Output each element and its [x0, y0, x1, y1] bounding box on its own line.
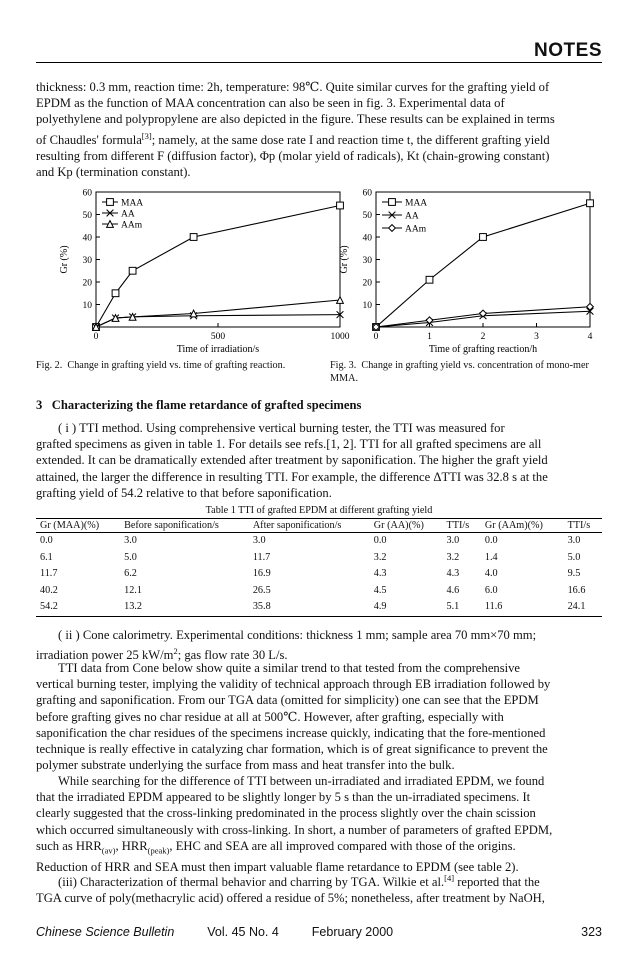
- table-cell: 6.2: [124, 568, 137, 580]
- y-tick-label: 40: [362, 233, 372, 244]
- table-cell: 1.4: [484, 551, 498, 563]
- paragraph-tti-method: [36, 420, 602, 501]
- table-header-cell: Gr (MAA)(%): [36, 519, 120, 533]
- text-line: thickness: 0.3 mm, reaction time: 2h, temperature: 98℃. Quite similar curves for the grafting yield of: [36, 80, 550, 94]
- section-heading: 3 Characterizing the flame retardance of grafted specimens: [36, 398, 362, 412]
- table-cell: 3.2: [373, 551, 387, 563]
- y-tick-label: 50: [362, 211, 372, 221]
- data-point-maa: [426, 276, 433, 283]
- y-tick-label: 30: [362, 256, 372, 266]
- table-cell: 3.0: [446, 535, 460, 546]
- text-line: TGA curve of poly(methacrylic acid) offered a residue of 5%; nonetheless, after treatment by NaOH,: [36, 891, 545, 906]
- table-cell: 16.6: [567, 584, 586, 596]
- y-tick-label: 20: [362, 278, 372, 289]
- table-row: [36, 550, 602, 567]
- paragraph-tga: [36, 870, 602, 907]
- text-line: polymer substrate underlying the surface from mass and heat transfer into the bulk.: [36, 758, 455, 773]
- text-line: clearly suggested that the cross-linking predominated in the process slightly over the chain scission: [36, 806, 536, 821]
- text-line: and Kp (termination constant).: [36, 165, 191, 180]
- x-axis-label: Time of grafting reaction/h: [428, 344, 538, 355]
- text-line: which occurred simultaneously with cross-linking. In short, a number of parameters of grafted EPDM,: [36, 822, 553, 837]
- data-point-maa: [112, 290, 119, 297]
- data-table: [36, 518, 602, 617]
- x-tick-label: 2: [480, 332, 486, 342]
- figure-3-chart: [330, 180, 610, 380]
- table-row: [36, 566, 602, 583]
- page-header: [36, 40, 602, 63]
- text-line: (iii) Characterization of thermal behavior and charring by TGA. Wilkie et al.[4] reported that the: [58, 873, 540, 890]
- text-line: grafting yield of 54.2 relative to that before saponification.: [36, 485, 332, 500]
- data-point-maa: [480, 234, 487, 241]
- y-tick-label: 10: [362, 301, 372, 311]
- table-row: [36, 533, 602, 550]
- text-line: before grafting gives no char residue at all at 500℃. However, after grafting, especially with: [36, 709, 504, 724]
- table-cell: 24.1: [564, 599, 602, 616]
- text-line: of Chaudles' formula[3]; namely, at the same dose rate I and reaction time t, the different grafting yield: [36, 130, 550, 147]
- figure-2-caption: Fig. 2. Change in grafting yield vs. time of grafting reaction.: [36, 360, 286, 371]
- table-cell: 4.9: [370, 599, 443, 616]
- y-tick-label: 30: [82, 256, 92, 266]
- table-cell: 26.5: [252, 584, 271, 596]
- table-cell: 5.1: [443, 599, 481, 616]
- x-tick-label: 4: [587, 332, 593, 342]
- table-header-cell: TTI/s: [443, 519, 481, 533]
- y-tick-label: 20: [82, 278, 92, 289]
- data-point-maa: [129, 267, 136, 274]
- paragraph-tti-data: [36, 660, 602, 773]
- table-cell: 3.0: [567, 535, 581, 546]
- table-cell: 4.3: [446, 568, 460, 580]
- table-cell: 9.5: [567, 568, 581, 580]
- legend-label: AAm: [121, 220, 143, 231]
- paragraph-grafting-yield: [36, 79, 602, 180]
- table-cell: 5.0: [124, 551, 137, 563]
- table-cell: 54.2: [36, 599, 120, 616]
- journal-volume: Vol. 45 No. 4: [207, 925, 279, 939]
- text-line: vertical burning tester, implying the validity of technical approach through EB irradiation followed by: [36, 677, 551, 692]
- x-tick-label: 1000: [330, 332, 350, 342]
- table-row: [36, 599, 602, 616]
- table-header-cell: Gr (AAm)(%): [481, 519, 564, 533]
- y-axis-label: Gr (%): [59, 245, 70, 274]
- x-axis-label: Time of irradiation/s: [176, 344, 260, 355]
- x-tick-label: 0: [373, 332, 379, 342]
- x-tick-label: 3: [534, 332, 539, 342]
- figure-3-caption: Fig. 3. Change in grafting yield vs. concentration of mono-mer MMA.: [330, 360, 589, 384]
- y-tick-label: 40: [82, 233, 92, 244]
- table-header-cell: TTI/s: [564, 519, 602, 533]
- table-cell: 4.0: [484, 568, 498, 580]
- text-line: polyethylene and polypropylene are also depicted in the figure. These results can be explained in terms: [36, 112, 555, 127]
- journal-name: Chinese Science Bulletin: [36, 925, 175, 939]
- table-cell: 16.9: [252, 568, 271, 580]
- data-point-maa: [587, 200, 594, 207]
- table-header-cell: Gr (AA)(%): [370, 519, 443, 533]
- legend-marker-maa: [389, 199, 396, 206]
- table-cell: 3.0: [124, 535, 137, 546]
- table-cell: 13.2: [120, 599, 249, 616]
- table-cell: 11.7: [40, 568, 58, 580]
- y-tick-label: 60: [362, 188, 372, 199]
- table-cell: 11.6: [481, 599, 564, 616]
- paragraph-cone-calorimetry: [36, 627, 602, 664]
- legend-marker-aam: [389, 225, 396, 232]
- table-cell: 3.0: [252, 535, 266, 546]
- legend-label: AA: [405, 211, 419, 222]
- text-line: grafted specimens as given in table 1. For details see refs.[1, 2]. TTI for all grafted specimens are all: [36, 437, 542, 452]
- table-header-cell: Before saponification/s: [120, 519, 249, 533]
- text-line: While searching for the difference of TTI between un-irradiated and irradiated EPDM, we found: [58, 774, 545, 788]
- table-cell: 0.0: [484, 535, 498, 546]
- table-caption: Table 1 TTI of grafted EPDM at different grafting yield: [205, 505, 433, 516]
- figure-2-chart: [36, 180, 350, 380]
- table-cell: 12.1: [124, 584, 142, 596]
- text-line: EPDM as the function of MAA concentration can also be seen in fig. 3. Experimental data of: [36, 96, 505, 111]
- legend-label: AA: [121, 209, 135, 220]
- table-cell: 4.5: [373, 584, 387, 596]
- journal-date: February 2000: [311, 925, 394, 939]
- table-cell: 6.0: [484, 584, 498, 596]
- text-line: resulting from different F (diffusion factor), Φp (molar yield of radicals), Kt (chain-growing constant): [36, 149, 550, 163]
- text-line: TTI data from Cone below show quite a similar trend to that tested from the comprehensive: [58, 661, 520, 675]
- table-cell: 35.8: [249, 599, 370, 616]
- legend-label: MAA: [121, 198, 144, 209]
- text-line: that the irradiated EPDM appeared to be slightly longer by 5 s than the un-irradiated specimens. It: [36, 790, 531, 805]
- text-line: attained, the larger the difference in resulting TTI. For example, the difference ΔTTI was 32.8 s at the: [36, 469, 548, 484]
- data-point-maa: [190, 234, 197, 241]
- table-cell: 3.2: [446, 551, 460, 563]
- y-tick-label: 60: [82, 188, 92, 199]
- table-cell: 40.2: [40, 584, 58, 596]
- table-cell: 4.6: [446, 584, 460, 596]
- text-line: Reduction of HRR and SEA must then impart valuable flame retardance to EPDM (see table 2).: [36, 859, 519, 874]
- page-number: 323: [581, 925, 602, 939]
- table-row: [36, 583, 602, 600]
- legend-marker-maa: [107, 199, 114, 206]
- text-line: extended. It can be dramatically extended after treatment by saponification. The higher the graft yield: [36, 453, 548, 468]
- y-axis-label: Gr (%): [339, 245, 350, 274]
- section-title: NOTES: [534, 40, 602, 61]
- table-header-row: [36, 519, 602, 533]
- text-line: such as $HRR_{(av)}$, $HRR_{(peak)}$, EHC and SEA are all improved compared with those of the origins.: [36, 838, 516, 856]
- x-tick-label: 500: [210, 332, 226, 342]
- y-tick-label: 10: [82, 301, 92, 311]
- legend-label: AAm: [405, 224, 427, 235]
- text-line: technique is really effective in catalyzing char formation, which is of great significance to prevent the: [36, 742, 548, 757]
- table-cell: 0.0: [40, 535, 53, 546]
- legend-label: MAA: [405, 198, 428, 209]
- x-tick-label: 0: [93, 332, 99, 342]
- text-line: saponification the char residues of the specimens increase quickly, indicating that the fore-mentioned: [36, 725, 546, 740]
- page-footer: [36, 925, 602, 939]
- table-cell: 4.3: [373, 568, 387, 580]
- table-cell: 11.7: [252, 551, 271, 563]
- table-cell: 6.1: [40, 551, 53, 563]
- table-header-cell: After saponification/s: [249, 519, 370, 533]
- table-cell: 0.0: [373, 535, 387, 546]
- text-line: irradiation power 25 $kW/m^2$; gas flow rate 30 L/s.: [36, 646, 288, 663]
- text-line: ( i ) TTI method. Using comprehensive vertical burning tester, the TTI was measured for: [58, 421, 505, 435]
- y-tick-label: 50: [82, 211, 92, 221]
- text-line: ( ii ) Cone calorimetry. Experimental conditions: thickness 1 mm; sample area 70 mm×70 mm;: [58, 628, 537, 642]
- text-line: grafting and saponification. From our TGA data (omitted for simplicity) one can see that the EPDM: [36, 693, 539, 708]
- table-cell: 5.0: [567, 551, 581, 563]
- x-tick-label: 1: [427, 332, 432, 342]
- paragraph-irradiated-epdm: [36, 773, 602, 875]
